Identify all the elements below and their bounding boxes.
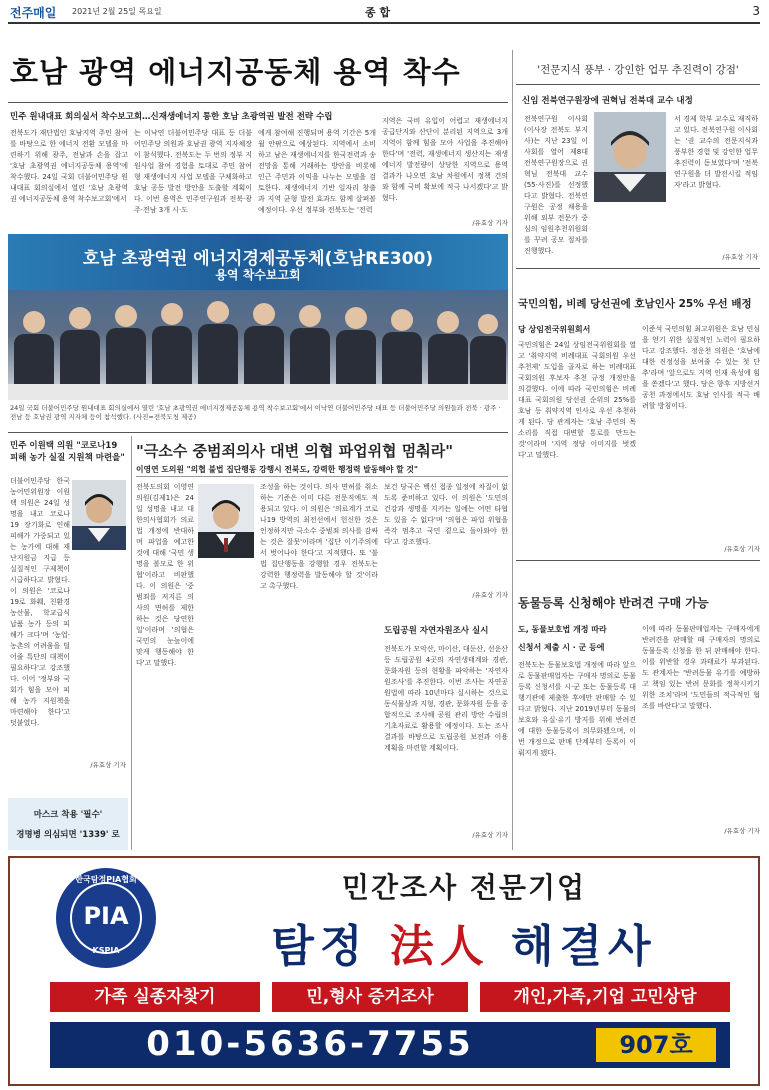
ad-banner [8,856,760,1086]
lead-col-3: 에게 참여해 진행되며 용역 기간은 5개월 안팎으로 예상된다. 지역에서 소비하고 남은 재생에너지를 한국전력과 송전망을 통해 거래하는 방안을 비롯해 인근 주민과 이익을 나누는 모델을 검토한다. 재생에너지 기반 일자리 창출과 지역 균형 발전 효과도 함께 살펴볼 예정이다. 우선 정부와 전북도는 '전력 [258,129,376,214]
right-bot-byline: /유효상 기자 [724,827,760,835]
right-bot-subhead-1: 도, 동물보호법 개정 따라 [518,625,607,634]
photo-credit: (사진=전북도청 제공) [133,413,197,421]
right-top-col-1: 전북연구원 이사회(이사장 전북도 부지사)는 지난 23일 이사회를 열어 제8대 전북연구원장으로 권혁님 전북대 교수(55·사진)를 선정했다고 밝혔다. 전북연구원은 공정 채용을 위해 외부 전문가 중심의 임원추천위원회를 꾸려 공모 절차를 진행했다. [524,115,588,255]
sidebar-note [8,798,128,850]
left-col-body-cont [10,556,126,756]
right-mid-byline: /유효상 기자 [724,545,760,553]
photo-caption-text: 24일 국회 더불어민주당 원내대표 회의실에서 열린 '호남 초광역권 에너지경제공동체 용역 착수보고회'에서 이낙연 더불어민주당 대표 등 더불어민주당 의원들과 전북 · 광주 · 전남 등 호남권 광역 지자체 등이 참석했다. [10,404,501,421]
lee-wontaek-photo [72,480,126,550]
ad-main-title [170,910,758,974]
right-col-divider [512,50,513,850]
right-top-byline: /유효상 기자 [722,253,758,261]
left-col-byline: /유효상 기자 [90,761,126,769]
ad-service-3: 개인,가족,기업 고민상담 [480,982,730,1012]
page-header [10,4,760,22]
right-top-headline: '전문지식 풍부 · 강인한 업무 추진력이 강점' [537,64,739,76]
pia-logo-sub: KSPIA [92,946,120,955]
center2-headline: 도립공원 자연자원조사 실시 [384,626,489,636]
ad-service-row [50,982,730,1012]
ad-phone-bar [50,1022,730,1068]
right-bot-subhead-2: 신청서 제출 시 · 군 등에 [518,643,605,652]
lead-col-4: 지역은 국비 유입이 어렵고 재생에너지 공급단지와 산단이 분리된 지역으로 3개 지역이 함께 힘을 모아 사업을 추진해야 한다'며 '전력, 재생에너지 생산지는 재생에너지 발전량이 상당한 지역으로 용역 결과가 나오면 호남 차원에서 정책 건의와 함께 국비 확보에 적극 나서겠다'고 밝혔다. [382,117,508,202]
ad-room: 907호 [619,1031,693,1059]
right-top-rule [516,84,760,85]
lead-photo [8,234,508,400]
center-col-1-cont [136,586,254,836]
ad-title-part-1: 탐정 [271,921,390,972]
pia-logo-ring-text: 한국탐정PIA협회 [75,875,137,884]
sidebar-note-line-1: 마스크 착용 '필수' [33,810,103,820]
ad-service-2: 민,형사 증거조사 [272,982,468,1012]
right-mid-headline: 국민의힘, 비례 당선권에 호남인사 25% 우선 배정 [518,298,752,310]
center-rule [136,476,508,477]
right-mid-subhead: 당 상임전국위원회서 [518,325,591,334]
right-top-col-2: 서 경제 학부 교수로 재직하고 있다. 전북연구원 이사회는 '권 교수의 전문지식과 풍부한 경험 및 강인한 업무 추진력이 돋보였다'며 '전북연구원을 더 발전시킬 적임자'라고 밝혔다. [674,115,758,189]
lead-byline: /유효상 기자 [472,219,508,227]
center-subhead: 이영연 도의원 "의협 불법 집단행동 강행시 전북도, 강력한 행정력 발동해야 할 것" [136,465,418,474]
right-top-subhead: 신임 전북연구원장에 권혁님 전북대 교수 내정 [522,96,693,106]
ad-top-line: 민간조사 전문기업 [341,871,587,904]
photo-caption [10,404,508,422]
right-top-bottom-rule [516,268,760,269]
lee-youngyeon-photo [198,484,254,558]
ad-service-1: 가족 실종자찾기 [50,982,260,1012]
right-mid-col-2: 이준석 국민의힘 최고위원은 호남 민심을 얻기 위한 실질적인 노력이 필요하다고 강조했다. 정운천 의원은 '호남에 대한 진정성을 보여줄 수 있는 첫 단추'라며 '앞으로도 지역 인재 육성에 힘을 쏟겠다'고 했다. 당은 향후 지방선거 공천 과정에서도 호남 인사를 적극 배려할 방침이다. [642,325,760,410]
right-mid-bottom-rule [516,560,760,561]
ad-title-part-3: 해결사 [489,921,657,972]
paper-name: 전주매일 [10,6,57,20]
center-byline: /유효상 기자 [472,591,508,599]
center-col-1: 전북도의회 이영연 의원(김제1)은 24일 성명을 내고 대한의사협회가 의료법 개정에 반대하며 파업을 예고한 것에 대해 '국민 생명을 볼모로 한 위협'이라고 비판했다. 이 의원은 '중범죄를 저지른 의사의 면허를 제한하는 것은 당연한 일'이라며 '의협은 국민의 눈높이에 맞게 행동해야 한다'고 말했다. [136,483,194,667]
lead-rule [8,102,508,103]
center2-body: 전북도가 모악산, 마이산, 대둔산, 선운산 등 도립공원 4곳의 자연생태계와 경관, 문화자원 등의 현황을 파악하는 '자연자원조사'를 추진한다. 이번 조사는 자연공원법에 따라 10년마다 실시하는 것으로 동식물상과 지형, 경관, 문화자원 등을 종합적으로 조사해 공원 관리 방안 수립의 기초자료로 활용할 예정이다. 도는 조사 결과를 바탕으로 도립공원 보전과 이용 계획을 마련할 계획이다. [384,645,508,752]
header-rule [8,22,760,24]
ad-phone: 010-5636-7755 [146,1024,474,1064]
photo-people [8,274,508,400]
pia-logo-main: PIA [83,902,129,930]
right-mid-col-1: 국민의힘은 24일 상임전국위원회를 열고 '취약지역 비례대표 국회의원 우선추천제' 도입을 골자로 하는 비례대표 국회의원 후보자 추천 규정 개정안을 의결했다. 이에 따라 국민의힘은 비례대표 국회의원 당선권 순위의 25%를 호남 등 취약지역 인사로 우선 추천하게 된다. 당 관계자는 '호남 주민의 목소리를 직접 대변할 통로를 만드는 것'이라며 '지역 정당 이미지를 벗겠다'고 말했다. [518,341,636,459]
photo-banner-sub: 용역 착수보고회 [215,268,301,282]
ad-room-badge [596,1028,716,1062]
center-col-3: 보건 당국은 백신 접종 일정에 차질이 없도록 준비하고 있다. 이 의원은 '도민의 건강과 생명을 지키는 일에는 어떤 타협도 있을 수 없다'며 '의협은 파업 위협을 즉각 멈추고 국민 곁으로 돌아와야 한다'고 강조했다. [384,483,508,546]
center-headline: "극소수 중범죄의사 대변 의협 파업위협 멈춰라" [136,442,454,460]
center2-byline: /유효상 기자 [472,831,508,839]
page-number: 3 [752,4,760,18]
center-col-2: 조성을 하는 것이다. 의사 면허를 취소하는 기준은 이미 다른 전문직에도 적용되고 있다. 이 의원은 '의료계가 코로나19 방역의 최전선에서 헌신한 것은 인정하지만 극소수 중범죄 의사를 감싸는 것은 잘못'이라며 '집단 이기주의에서 벗어나야 한다'고 지적했다. 또 '불법 집단행동을 강행할 경우 전북도는 강력한 행정력을 발동해야 할 것'이라고 촉구했다. [260,483,378,590]
right-bot-col-2: 이에 따라 동물판매업자는 구매자에게 반려견을 판매할 때 구매자의 명의로 동물등록 신청을 한 뒤 판매해야 한다. 이를 위반할 경우 과태료가 부과된다. 도 관계자는 '반려동물 유기를 예방하고 책임 있는 반려 문화를 정착시키기 위한 조치'라며 '도민들의 적극적인 협조를 바란다'고 말했다. [642,625,760,710]
lead-col-2: 는 이낙연 더불어민주당 대표 등 더불어민주당 의원과 호남권 광역 지자체장이 참석했다. 전북도는 두 번의 정부 지원사업 참여 경험을 토대로 주민 참여형 재생에너지 사업 모델을 구체화하고 호남 공동 발전 방안을 도출할 계획이다. 이번 용역은 민주연구원과 전북·광주·전남 3개 시·도 [134,129,252,214]
left-col-headline: 민주 이원택 의원 "코로나19 피해 농가 실질 지원책 마련을" [10,441,125,463]
photo-rule [8,432,508,433]
ad-title-part-2: 法人 [389,921,490,972]
left-col-body: 더불어민주당 한국농어민위원장 이원택 의원은 24일 성명을 내고 코로나19 장기화로 인해 피해가 가중되고 있는 농가에 대해 재난지원금 지급 등 실질적인 구제책이 시급하다고 밝혔다. 이 의원은 '코로나19로 화훼, 친환경 농산물, 학교급식 납품 농가 등의 피해가 크다'며 '농업·농촌의 어려움을 덜어줄 특단의 대책이 필요하다'고 강조했다. 이어 '정부와 국회가 힘을 모아 피해 농가 지원책을 마련해야 한다'고 덧붙였다. [10,477,70,727]
section-title: 종 합 [365,6,391,19]
right-bot-col-1: 전북도는 동물보호법 개정에 따라 앞으로 동물판매업자는 구매자 명의로 동물등록 신청서를 시·군 또는 동물등록 대행기관에 제출한 후에만 판매할 수 있다고 밝혔다. 지난 2019년부터 동물의 보호와 유실·유기 방지를 위해 반려견에 대한 동물등록이 의무화됐으며, 이번 개정으로 판매 단계부터 등록이 이뤄지게 됐다. [518,661,636,757]
lead-col-1: 전북도가 재단법인 호남지역 주민 참여를 바탕으로 한 에너지 전환 모델을 마련하기 위해 광주, 전남과 손을 잡고 '호남 초광역권 에너지공동체 용역'에 착수했다. 24일 국회 더불어민주당 원내대표 회의실에서 열린 '호남 초광역권 에너지공동체 용역 착수보고회'에서 [10,129,128,203]
professor-photo [594,112,666,202]
sidebar-note-line-2: 경명병 의심되면 '1339' 로 [16,830,120,840]
right-bot-headline: 동물등록 신청해야 반려견 구매 가능 [518,596,709,610]
left-col-divider [131,436,132,850]
issue-date: 2021년 2월 25일 목요일 [72,7,162,16]
lead-headline: 호남 광역 에너지공동체 용역 착수 [10,55,461,89]
photo-banner-title: 호남 초광역권 에너지경제공동체(호남RE300) [82,249,434,269]
lead-subheadline: 민주 원내대표 회의실서 착수보고회…신재생에너지 통한 호남 초광역권 발전 전략 수립 [10,112,333,122]
